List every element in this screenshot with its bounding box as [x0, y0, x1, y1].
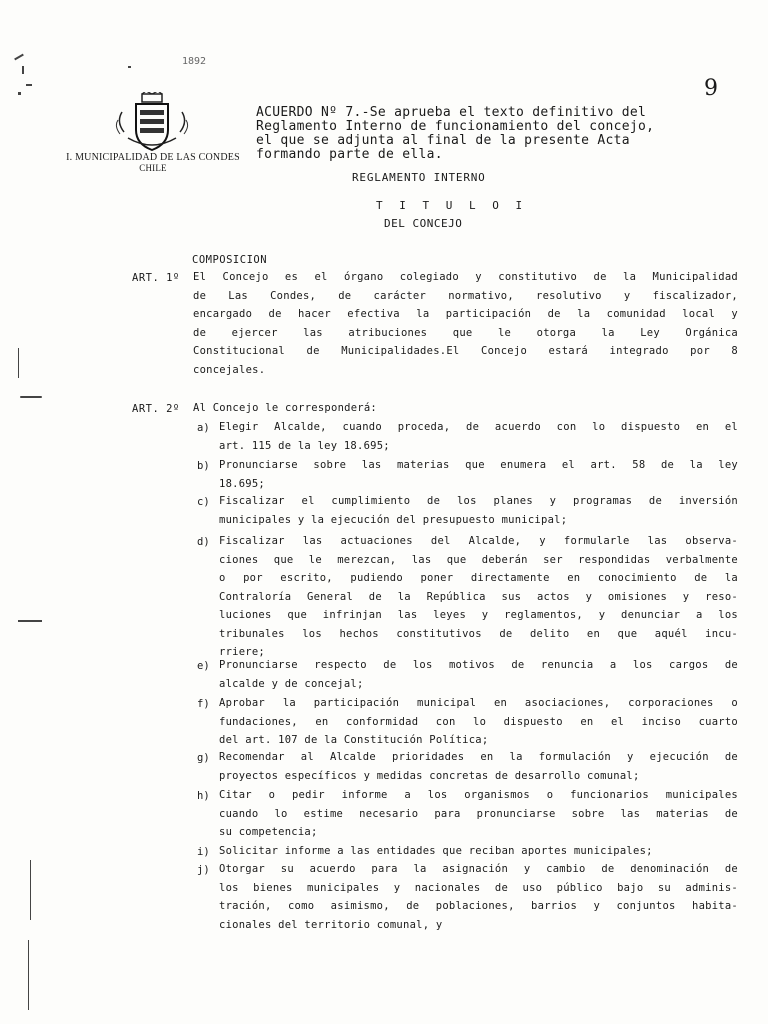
- list-item: [219, 418, 738, 455]
- list-item: [219, 786, 738, 842]
- article-2-intro: Al Concejo le corresponderá:: [193, 402, 378, 414]
- item-line: tribunales los hechos constitutivos de delito en que aquél incu-: [219, 627, 738, 640]
- acuerdo-block: [256, 106, 726, 162]
- item-line: Contraloría General de la República sus actos y omisiones y reso-: [219, 590, 738, 603]
- article-1-line: El Concejo es el órgano colegiado y constitutivo de la Municipalidad: [193, 271, 738, 283]
- item-line: tración, como asimismo, de poblaciones, barrios y conjuntos habita-: [219, 900, 738, 912]
- item-letter: d): [197, 536, 210, 548]
- item-letter: h): [197, 790, 210, 802]
- municipality-line2: CHILE: [139, 163, 167, 173]
- item-line: art. 115 de la ley 18.695;: [219, 439, 390, 452]
- article-1-body: [193, 268, 738, 379]
- item-line: Citar o pedir informe a los organismos o funcionarios municipales: [219, 789, 738, 801]
- article-2-label: ART. 2º: [132, 403, 180, 415]
- municipal-seal-icon: [112, 92, 192, 154]
- item-line: los bienes municipales y nacionales de uso público bajo su adminis-: [219, 881, 738, 894]
- item-line: rriere;: [219, 646, 266, 658]
- section-heading: COMPOSICION: [192, 254, 268, 266]
- list-item: [219, 656, 738, 693]
- article-1-line: de ejercer las atribuciones que le otorga la Ley Orgánica: [193, 326, 738, 339]
- title-subsection: DEL CONCEJO: [384, 217, 463, 230]
- item-letter: a): [197, 422, 210, 434]
- acuerdo-line: el que se adjunta al final de la presente Acta: [256, 133, 630, 148]
- list-item: [219, 492, 738, 529]
- item-line: del art. 107 de la Constitución Política;: [219, 734, 489, 746]
- article-1-line: de Las Condes, de carácter normativo, resolutivo y fiscalizador,: [193, 289, 738, 302]
- item-letter: b): [197, 460, 210, 472]
- item-line: cuando lo estime necesario para pronunciarse sobre las materias de: [219, 807, 738, 820]
- municipality-name: [48, 152, 258, 174]
- item-line: su competencia;: [219, 826, 318, 838]
- article-1-line: concejales.: [193, 363, 266, 376]
- article-1-line: encargado de hacer efectiva la participación de la comunidad local y: [193, 308, 738, 320]
- acuerdo-line: formando parte de ella.: [256, 147, 443, 162]
- article-1-label: ART. 1º: [132, 272, 180, 284]
- list-item: [219, 532, 738, 662]
- item-line: Solicitar informe a las entidades que reciban aportes municipales;: [219, 845, 653, 857]
- item-line: municipales y la ejecución del presupuesto municipal;: [219, 513, 568, 526]
- item-line: Pronunciarse sobre las materias que enumera el art. 58 de la ley: [219, 459, 738, 471]
- item-line: Fiscalizar las actuaciones del Alcalde, y formularle las observa-: [219, 535, 738, 547]
- title-section: T I T U L O I: [376, 199, 528, 212]
- list-item: [219, 694, 738, 750]
- acuerdo-line: Reglamento Interno de funcionamiento del concejo,: [256, 119, 655, 134]
- corner-mark: 1892: [182, 56, 207, 67]
- list-item: [219, 860, 738, 934]
- item-letter: j): [197, 864, 210, 876]
- page-number: 9: [704, 76, 718, 101]
- item-line: Aprobar la participación municipal en asociaciones, corporaciones o: [219, 697, 738, 709]
- item-line: fundaciones, en conformidad con lo dispuesto en el inciso cuarto: [219, 715, 738, 728]
- acuerdo-line: ACUERDO Nº 7.-Se aprueba el texto definitivo del: [256, 105, 647, 120]
- item-line: alcalde y de concejal;: [219, 677, 364, 690]
- item-line: cionales del territorio comunal, y: [219, 918, 443, 931]
- item-letter: g): [197, 752, 210, 764]
- item-line: Otorgar su acuerdo para la asignación y cambio de denominación de: [219, 863, 738, 875]
- item-letter: c): [197, 496, 210, 508]
- item-letter: f): [197, 698, 210, 710]
- document-title: REGLAMENTO INTERNO: [352, 171, 486, 184]
- item-line: luciones que infrinjan las leyes y reglamentos, y denunciar a los: [219, 609, 738, 621]
- item-line: Pronunciarse respecto de los motivos de renuncia a los cargos de: [219, 659, 738, 671]
- article-1-line: Constitucional de Municipalidades.El Concejo estará integrado por 8: [193, 345, 738, 357]
- list-item: [219, 456, 738, 493]
- item-line: Recomendar al Alcalde prioridades en la formulación y ejecución de: [219, 751, 738, 763]
- item-line: 18.695;: [219, 477, 266, 490]
- item-letter: i): [197, 846, 210, 858]
- list-item: [219, 748, 738, 785]
- list-item: [219, 842, 738, 861]
- item-line: ciones que le merezcan, las que deberán ser respondidas verbalmente: [219, 553, 738, 566]
- item-letter: e): [197, 660, 210, 672]
- item-line: o por escrito, pudiendo poner directamente en conocimiento de la: [219, 572, 738, 584]
- item-line: Elegir Alcalde, cuando proceda, de acuerdo con lo dispuesto en el: [219, 421, 738, 433]
- item-line: Fiscalizar el cumplimiento de los planes y programas de inversión: [219, 495, 738, 507]
- municipality-line1: I. MUNICIPALIDAD DE LAS CONDES: [66, 152, 240, 163]
- item-line: proyectos específicos y medidas concretas de desarrollo comunal;: [219, 769, 640, 782]
